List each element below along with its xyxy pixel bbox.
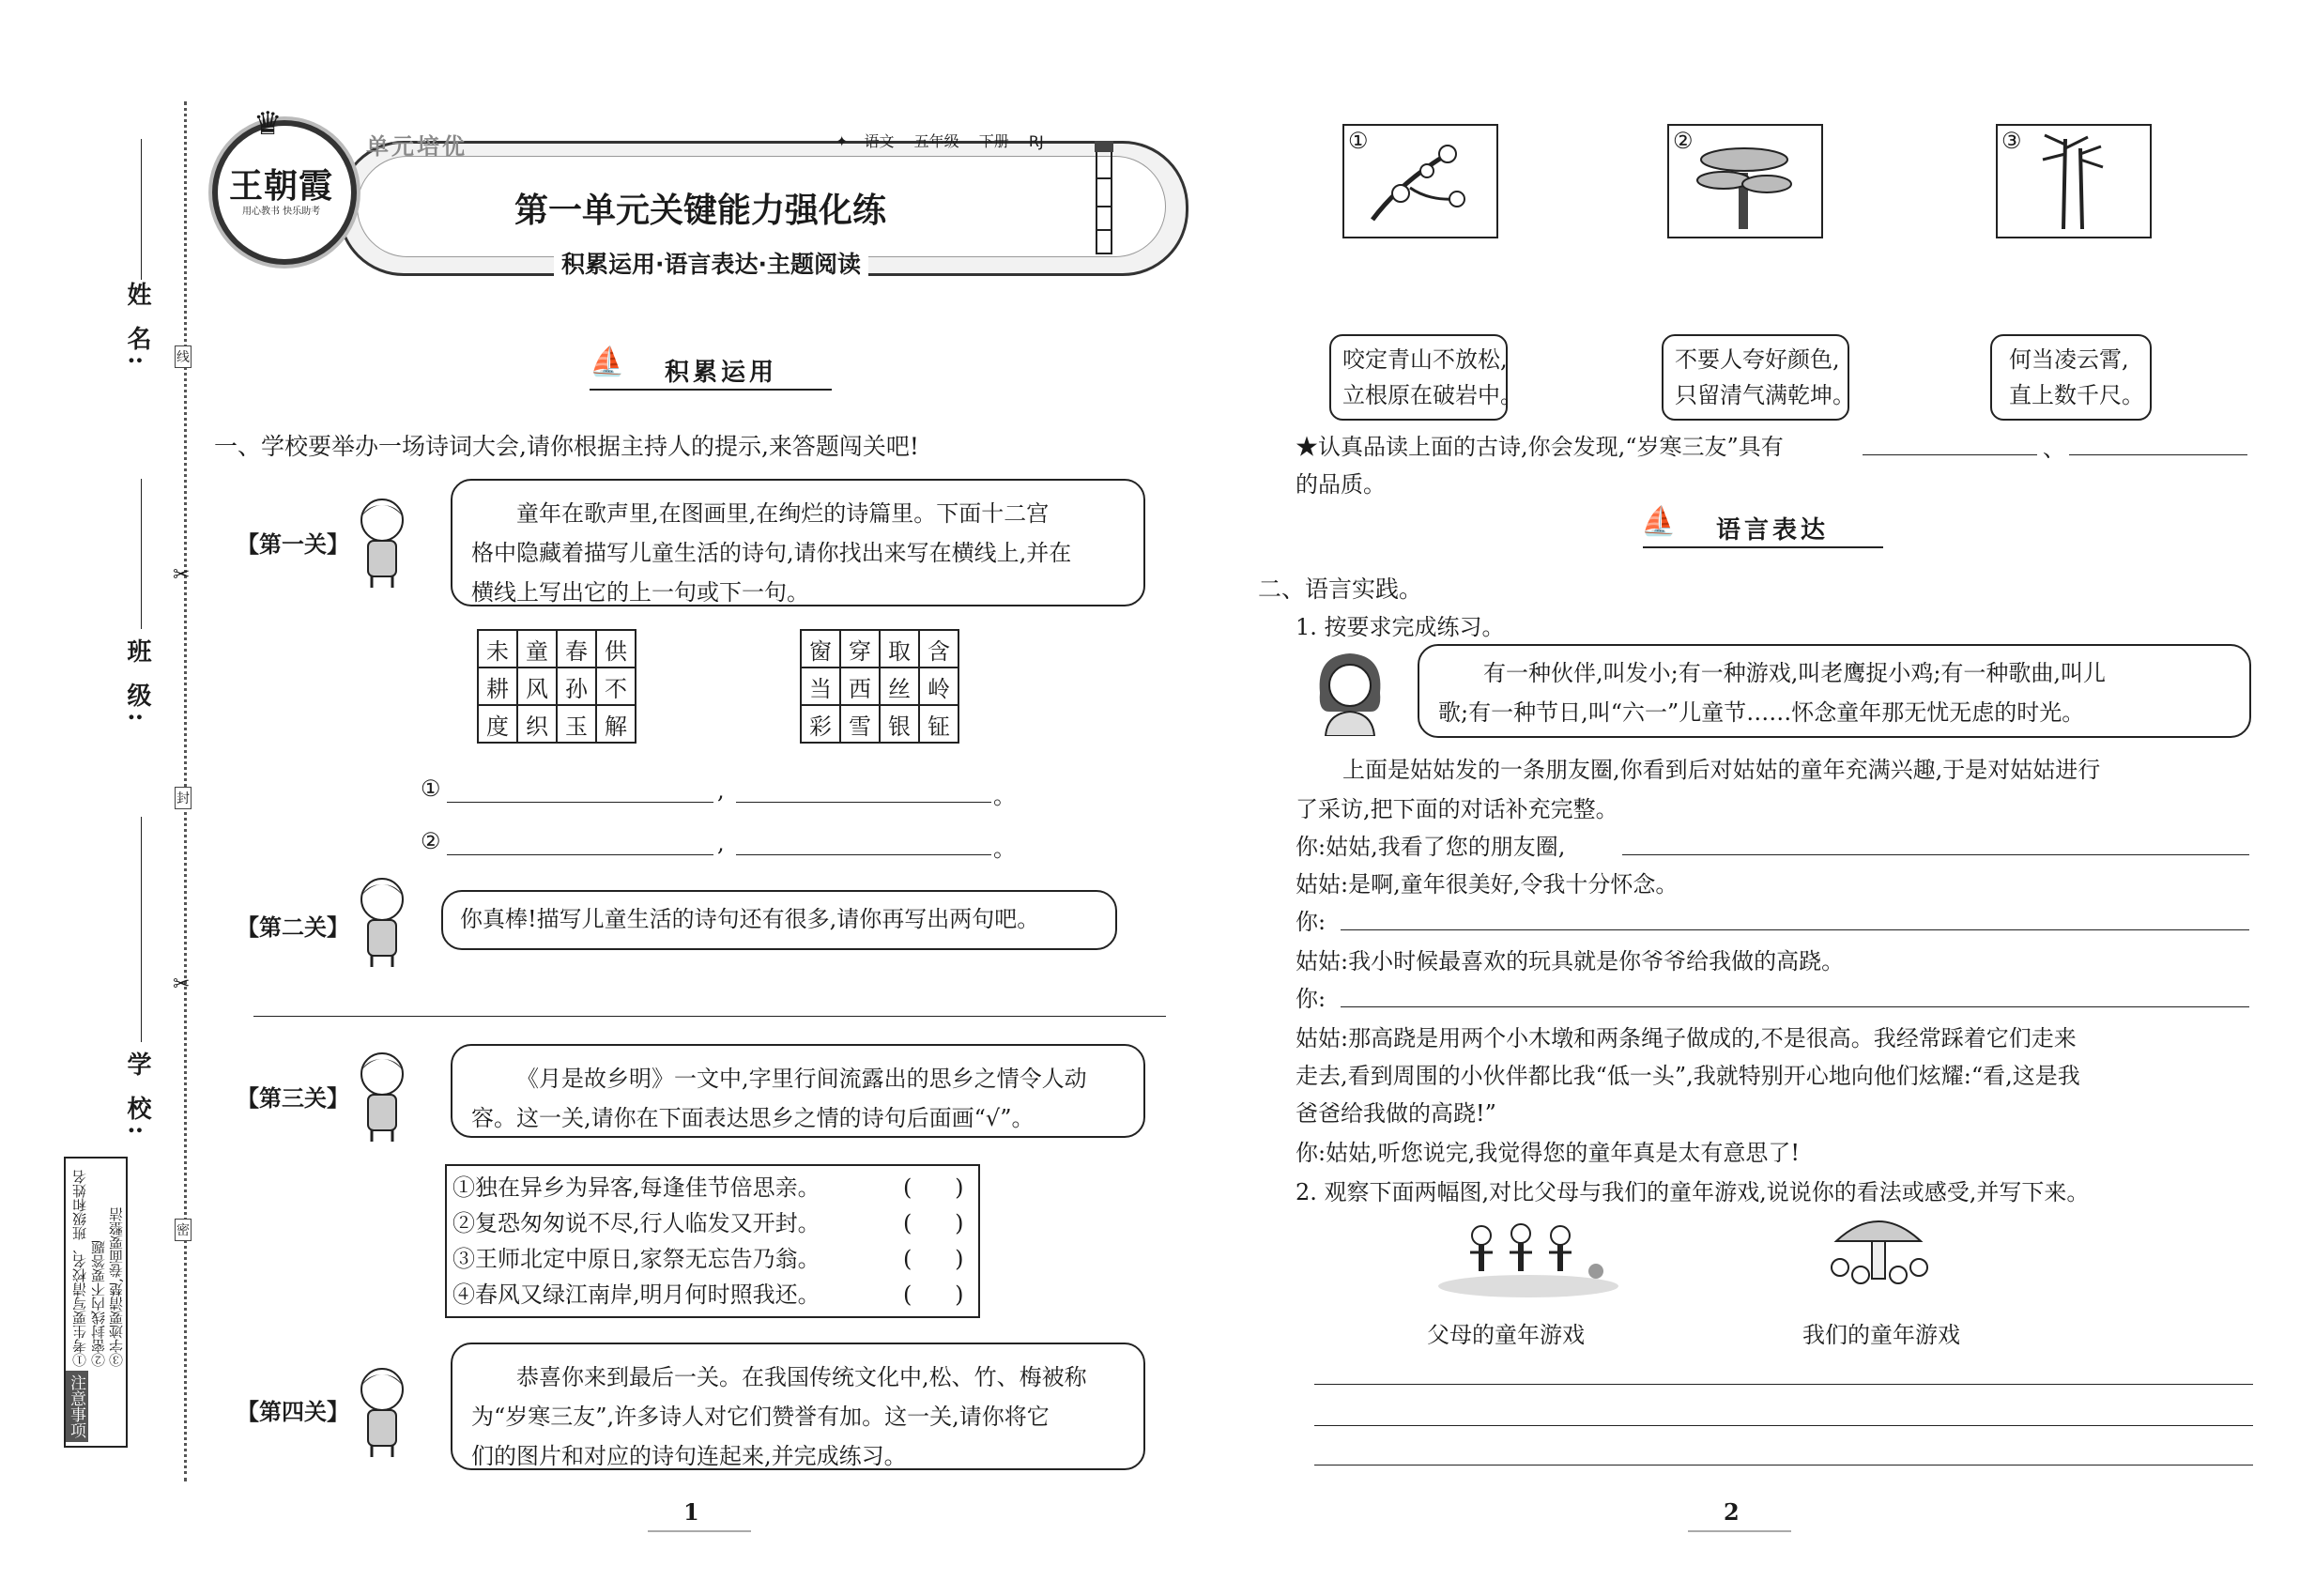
dialog-6-line-1: 姑姑:那高跷是用两个小木墩和两条绳子做成的,不是很高。我经常踩着它们走来	[1296, 1025, 2077, 1051]
school-field[interactable]	[141, 817, 142, 1042]
meta-subject: 语文	[864, 132, 895, 150]
grid-cell: 风	[517, 668, 557, 705]
grid-cell: 丝	[880, 668, 919, 705]
grid-cell: 雪	[840, 705, 880, 743]
blank-2-comma: ,	[717, 830, 725, 856]
scissors-icon: ✂	[173, 973, 191, 996]
question-2-title: 二、语言实践。	[1258, 575, 1423, 603]
option-text: ③王师北定中原日,家祭无忘告乃翁。	[452, 1246, 820, 1272]
poem-box-bamboo[interactable]	[1990, 334, 2152, 421]
scissors-icon: ✂	[173, 563, 191, 587]
poem-line: 直上数千尺。	[2009, 382, 2144, 408]
grid-cell: 度	[478, 705, 517, 743]
dialog-5-blank[interactable]	[1341, 982, 2249, 1007]
level-1-text-line-1: 童年在歌声里,在图画里,在绚烂的诗篇里。下面十二宫	[516, 500, 1050, 527]
page-title: 第一单元关键能力强化练	[514, 192, 887, 230]
option-row	[452, 1170, 973, 1205]
section-heading-accumulate: 积累运用	[665, 359, 778, 387]
blank-1a[interactable]	[447, 775, 713, 803]
grid-cell: 彩	[801, 705, 840, 743]
option-text: ①独在异乡为异客,每逢佳节倍思亲。	[452, 1174, 820, 1201]
grid-cell: 西	[840, 668, 880, 705]
poem-line: 不要人夸好颜色,	[1675, 346, 1840, 373]
cut-mark-line: 线	[175, 345, 192, 368]
kids-playing-icon	[1436, 1205, 1620, 1299]
blank-2-num: ②	[421, 828, 441, 854]
cut-mark-seal: 封	[175, 787, 192, 809]
meta-volume: 下册	[978, 132, 1009, 150]
question-2-1: 1. 按要求完成练习。	[1296, 614, 1505, 640]
name-field[interactable]	[141, 139, 142, 280]
class-label: 班 级:	[123, 638, 151, 728]
dialog-6-line-3: 爸爸给我做的高跷!”	[1296, 1100, 1496, 1127]
grid-cell: 供	[596, 630, 636, 668]
caption-our-games: 我们的童年游戏	[1802, 1322, 1960, 1348]
blank-1-num: ①	[421, 775, 441, 802]
option-text: ④春风又绿江南岸,明月何时照我还。	[452, 1281, 820, 1308]
level-4-text-line-2: 为“岁寒三友”,许多诗人对它们赞誉有加。这一关,请你将它	[471, 1404, 1050, 1430]
our-games-picture	[1817, 1205, 1940, 1299]
sailboat-icon: ⛵	[1641, 505, 1677, 538]
level-4-bubble	[451, 1343, 1145, 1470]
poem-line: 立根原在破岩中。	[1342, 382, 1523, 408]
page-subtitle: 积累运用·语言表达·主题阅读	[554, 246, 868, 280]
page-number-1: 1	[683, 1498, 699, 1526]
answer-line[interactable]	[1314, 1384, 2253, 1385]
lighthouse-icon	[1087, 131, 1121, 263]
crown-icon: ♛	[253, 105, 283, 143]
quality-blank-1[interactable]	[1863, 428, 2037, 455]
caption-parents-games: 父母的童年游戏	[1427, 1322, 1585, 1348]
dialog-6-line-2: 走去,看到周围的小伙伴都比我“低一头”,我就特别开心地向他们炫耀:“看,这是我	[1296, 1063, 2080, 1089]
page-ornament	[648, 1530, 751, 1532]
notice-3: ③字迹要清楚,卷面要整洁	[108, 1207, 125, 1367]
level-1-label: 【第一关】	[237, 530, 349, 558]
dun-mark: 、	[2043, 436, 2065, 462]
kids-gaming-icon	[1817, 1205, 1940, 1299]
parents-games-picture	[1436, 1205, 1620, 1299]
grid-cell: 银	[880, 705, 919, 743]
meta-grade: 五年级	[913, 132, 959, 150]
plum-picture	[1342, 124, 1498, 238]
level-4-text-line-3: 们的图片和对应的诗句连起来,并完成练习。	[471, 1443, 907, 1469]
dialog-3-blank[interactable]	[1341, 905, 2249, 930]
grid-cell: 解	[596, 705, 636, 743]
pic-2-num: ②	[1673, 128, 1694, 154]
aunt-text-line-1: 有一种伙伴,叫发小;有一种游戏,叫老鹰捉小鸡;有一种歌曲,叫儿	[1483, 660, 2107, 686]
aunt-text-line-2: 歌;有一种节日,叫“六一”儿童节……怀念童年那无忧无虑的时光。	[1438, 699, 2085, 726]
name-label: 姓 名:	[123, 282, 151, 371]
school-label: 学 校:	[123, 1051, 151, 1141]
level-2-text: 你真棒!描写儿童生活的诗句还有很多,请你再写出两句吧。	[460, 906, 1040, 932]
option-checkbox[interactable]: ( )	[903, 1281, 964, 1308]
poem-line: 只留清气满乾坤。	[1675, 382, 1855, 408]
grid-cell: 玉	[557, 705, 596, 743]
grid-cell: 春	[557, 630, 596, 668]
dialog-5: 你:	[1296, 986, 1326, 1012]
series-tag: 单元培优	[366, 132, 468, 160]
character-grid-b	[800, 629, 959, 744]
level-1-text-line-2: 格中隐藏着描写儿童生活的诗句,请你找出来写在横线上,并在	[471, 540, 1072, 566]
dialog-1: 你:姑姑,我看了您的朋友圈,	[1296, 834, 1566, 860]
page-number-2: 2	[1724, 1498, 1740, 1526]
grid-cell: 钲	[919, 705, 958, 743]
poem-line: 咬定青山不放松,	[1342, 346, 1508, 373]
option-row	[452, 1205, 973, 1241]
blank-2-period: 。	[993, 836, 1016, 862]
level-2-bubble	[441, 890, 1117, 950]
grid-cell: 岭	[919, 668, 958, 705]
level-3-label: 【第三关】	[237, 1084, 349, 1112]
heading-underline	[1643, 546, 1883, 548]
blank-2b[interactable]	[736, 828, 991, 855]
meta-bar	[836, 130, 1044, 151]
grid-cell: 不	[596, 668, 636, 705]
poem-line: 何当凌云霄,	[2009, 346, 2129, 373]
grid-cell: 当	[801, 668, 840, 705]
answer-line[interactable]	[253, 1016, 1166, 1017]
dialog-7: 你:姑姑,听您说完,我觉得您的童年真是太有意思了!	[1296, 1140, 1800, 1166]
poem-box-plum[interactable]	[1662, 334, 1855, 421]
character-grid-a	[477, 629, 636, 744]
dialog-4: 姑姑:我小时候最喜欢的玩具就是你爷爷给我做的高跷。	[1296, 948, 1845, 974]
dialog-2: 姑姑:是啊,童年很美好,令我十分怀念。	[1296, 871, 1679, 898]
grid-cell: 穿	[840, 630, 880, 668]
aunt-bubble	[1418, 644, 2251, 738]
option-checkbox[interactable]: ( )	[903, 1174, 964, 1201]
level-4-label: 【第四关】	[237, 1398, 349, 1425]
question-2-2: 2. 观察下面两幅图,对比父母与我们的童年游戏,说说你的看法或感受,并写下来。	[1296, 1179, 2090, 1205]
pic-3-num: ③	[2001, 128, 2022, 154]
grid-cell: 织	[517, 705, 557, 743]
aunt-avatar-icon	[1311, 646, 1389, 736]
answer-line[interactable]	[1314, 1425, 2253, 1426]
poem-box-pine[interactable]	[1329, 334, 1523, 421]
option-checkbox[interactable]: ( )	[903, 1246, 964, 1272]
blank-1b[interactable]	[736, 775, 991, 803]
section-heading-expression: 语言表达	[1716, 516, 1830, 545]
level-3-text-line-2: 容。这一关,请你在下面表达思乡之情的诗句后面画“√”。	[471, 1105, 1035, 1131]
sparkle-icon: ✦	[836, 132, 849, 150]
bamboo-picture	[1996, 124, 2152, 238]
host-boy-icon	[349, 873, 415, 967]
notice-2: ②密封线内不要答题	[90, 1240, 107, 1367]
grid-cell: 含	[919, 630, 958, 668]
paragraph-line-1: 上面是姑姑发的一条朋友圈,你看到后对姑姑的童年充满兴趣,于是对姑姑进行	[1342, 757, 2101, 783]
blank-2a[interactable]	[447, 828, 713, 855]
quality-suffix: 的品质。	[1296, 471, 1386, 498]
heading-underline	[590, 389, 832, 391]
paragraph-line-2: 了采访,把下面的对话补充完整。	[1296, 796, 1618, 822]
sailboat-icon: ⛵	[590, 345, 625, 378]
level-3-bubble	[451, 1044, 1145, 1138]
logo-slogan: 用心教书 快乐助考	[242, 207, 321, 217]
grid-cell: 取	[880, 630, 919, 668]
level-4-text-line-1: 恭喜你来到最后一关。在我国传统文化中,松、竹、梅被称	[516, 1364, 1087, 1390]
logo-text: 王朝霞	[229, 166, 334, 206]
question-1-intro: 一、学校要举办一场诗词大会,请你根据主持人的提示,来答题闯关吧!	[214, 433, 919, 460]
page-ornament	[1688, 1530, 1791, 1532]
answer-line[interactable]	[1314, 1465, 2253, 1466]
grid-cell: 未	[478, 630, 517, 668]
option-checkbox[interactable]: ( )	[903, 1210, 964, 1236]
grid-cell: 童	[517, 630, 557, 668]
level-1-text-line-3: 横线上写出它的上一句或下一句。	[471, 579, 809, 606]
option-row	[452, 1277, 973, 1312]
star-question: ★认真品读上面的古诗,你会发现,“岁寒三友”具有	[1296, 434, 1784, 460]
notice-1: ①考生要写清校名、班级和姓名	[71, 1170, 88, 1367]
quality-blank-2[interactable]	[2069, 428, 2247, 455]
page-right	[1164, 0, 2300, 1596]
dialog-3: 你:	[1296, 909, 1326, 935]
option-row	[452, 1241, 973, 1277]
host-boy-icon	[349, 494, 415, 588]
grid-cell: 窗	[801, 630, 840, 668]
grid-cell: 孙	[557, 668, 596, 705]
level-2-label: 【第二关】	[237, 913, 349, 941]
cut-mark-secret: 密	[175, 1219, 192, 1241]
options-box	[445, 1164, 980, 1318]
host-boy-icon	[349, 1363, 415, 1457]
blank-1-comma: ,	[717, 777, 725, 804]
level-1-bubble	[451, 479, 1145, 606]
grid-cell: 耕	[478, 668, 517, 705]
level-3-text-line-1: 《月是故乡明》一文中,字里行间流露出的思乡之情令人动	[516, 1066, 1087, 1092]
class-field[interactable]	[141, 479, 142, 629]
option-text: ②复恐匆匆说不尽,行人临发又开封。	[452, 1210, 820, 1236]
host-boy-icon	[349, 1048, 415, 1142]
pine-picture	[1667, 124, 1823, 238]
dialog-1-blank[interactable]	[1622, 830, 2249, 855]
blank-1-period: 。	[993, 783, 1016, 809]
pic-1-num: ①	[1348, 128, 1369, 154]
meta-edition: RJ	[1028, 132, 1044, 150]
notice-title: 注意事项	[66, 1371, 88, 1442]
